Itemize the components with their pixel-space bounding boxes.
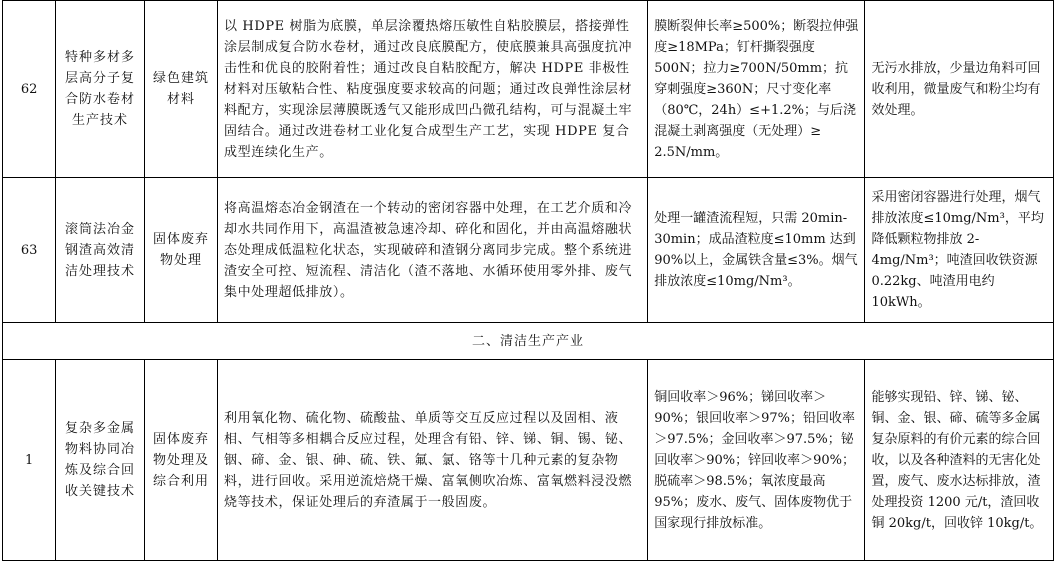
table-row	[3, 178, 1054, 323]
environmental-effects: 能够实现铅、锌、锑、铋、铜、金、银、碲、硫等多金属复杂原料的有价元素的综合回收，以及各种渣料的无害化处置，废气、废水达标排放，渣处理投资 1200 元/t，渣回收铜 20kg/t，回收锌 10kg/t。	[865, 360, 1054, 561]
industry-category: 固体废弃物处理	[144, 178, 217, 323]
performance-indicators: 处理一罐渣流程短，只需 20min-30min；成品渣粒度≤10mm 达到 90%以上，金属铁含量≤3%。烟气排放浓度≤10mg/Nm³。	[648, 178, 865, 323]
performance-indicators: 膜断裂伸长率≥500%；断裂拉伸强度≥18MPa；钉杆撕裂强度 500N；拉力≥700N/50mm；抗穿刺强度≥360N；尺寸变化率（80℃，24h）≤+1.2%；与后浇混凝土剥离强度（无处理）≥ 2.5N/mm。	[648, 1, 865, 178]
technology-name: 滚筒法冶金钢渣高效清洁处理技术	[56, 178, 145, 323]
row-number: 62	[3, 1, 56, 178]
table-row	[3, 360, 1054, 561]
technology-description: 利用氧化物、硫化物、硫酸盐、单质等交互反应过程以及固相、液相、气相等多相耦合反应过程，处理含有铅、锌、锑、铜、锡、铋、铟、碲、金、银、砷、硫、铁、氟、氯、铬等十几种元素的复杂物料，进行回收。采用逆流焙烧干燥、富氧侧吹冶炼、富氧燃料浸没燃烧等技术，保证处理后的弃渣属于一般固废。	[218, 360, 648, 561]
technology-table	[2, 0, 1054, 561]
technology-name: 特种多材多层高分子复合防水卷材生产技术	[56, 1, 145, 178]
technology-description: 将高温熔态冶金钢渣在一个转动的密闭容器中处理，在工艺介质和冷却水共同作用下，高温渣被急速冷却、碎化和固化，并由高温熔融状态处理成低温粒化状态，实现破碎和渣钢分离同步完成。整个系统进渣安全可控、短流程、清洁化（渣不落地、水循环使用零外排、废气集中处理超低排放）。	[218, 178, 648, 323]
technology-description: 以 HDPE 树脂为底膜，单层涂覆热熔压敏性自粘胶膜层，搭接弹性涂层制成复合防水卷材，通过改良底膜配方，使底膜兼具高强度抗冲击性和优良的胶附着性；通过改良自粘胶配方，解决 HDPE 非极性材料对压敏粘合性、粘度强度要求较高的问题；通过改良弹性涂层材料配方，实现涂层薄膜既透气又能形成凹凸微孔结构，可与混凝土牢固结合。通过改进卷材工业化复合成型生产工艺，实现 HDPE 复合成型连续化生产。	[218, 1, 648, 178]
environmental-effects: 无污水排放，少量边角料可回收利用，微量废气和粉尘均有效处理。	[865, 1, 1054, 178]
row-number: 1	[3, 360, 56, 561]
performance-indicators: 铜回收率＞96%；锑回收率＞90%；银回收率＞97%；铅回收率＞97.5%；金回收率＞97.5%；铋回收率＞90%；锌回收率＞90%；脱硫率＞98.5%；氧浓度最高 95%；废水、废气、固体废物优于国家现行排放标准。	[648, 360, 865, 561]
environmental-effects: 采用密闭容器进行处理，烟气排放浓度≤10mg/Nm³，平均降低颗粒物排放 2-4mg/Nm³；吨渣回收铁资源 0.22kg、吨渣用电约 10kWh。	[865, 178, 1054, 323]
technology-name: 复杂多金属物料协同冶炼及综合回收关键技术	[56, 360, 145, 561]
section-title: 二、清洁生产产业	[3, 323, 1054, 360]
section-header-row	[3, 323, 1054, 360]
table-row	[3, 1, 1054, 178]
industry-category: 绿色建筑材料	[144, 1, 217, 178]
industry-category: 固体废弃物处理及综合利用	[144, 360, 217, 561]
row-number: 63	[3, 178, 56, 323]
